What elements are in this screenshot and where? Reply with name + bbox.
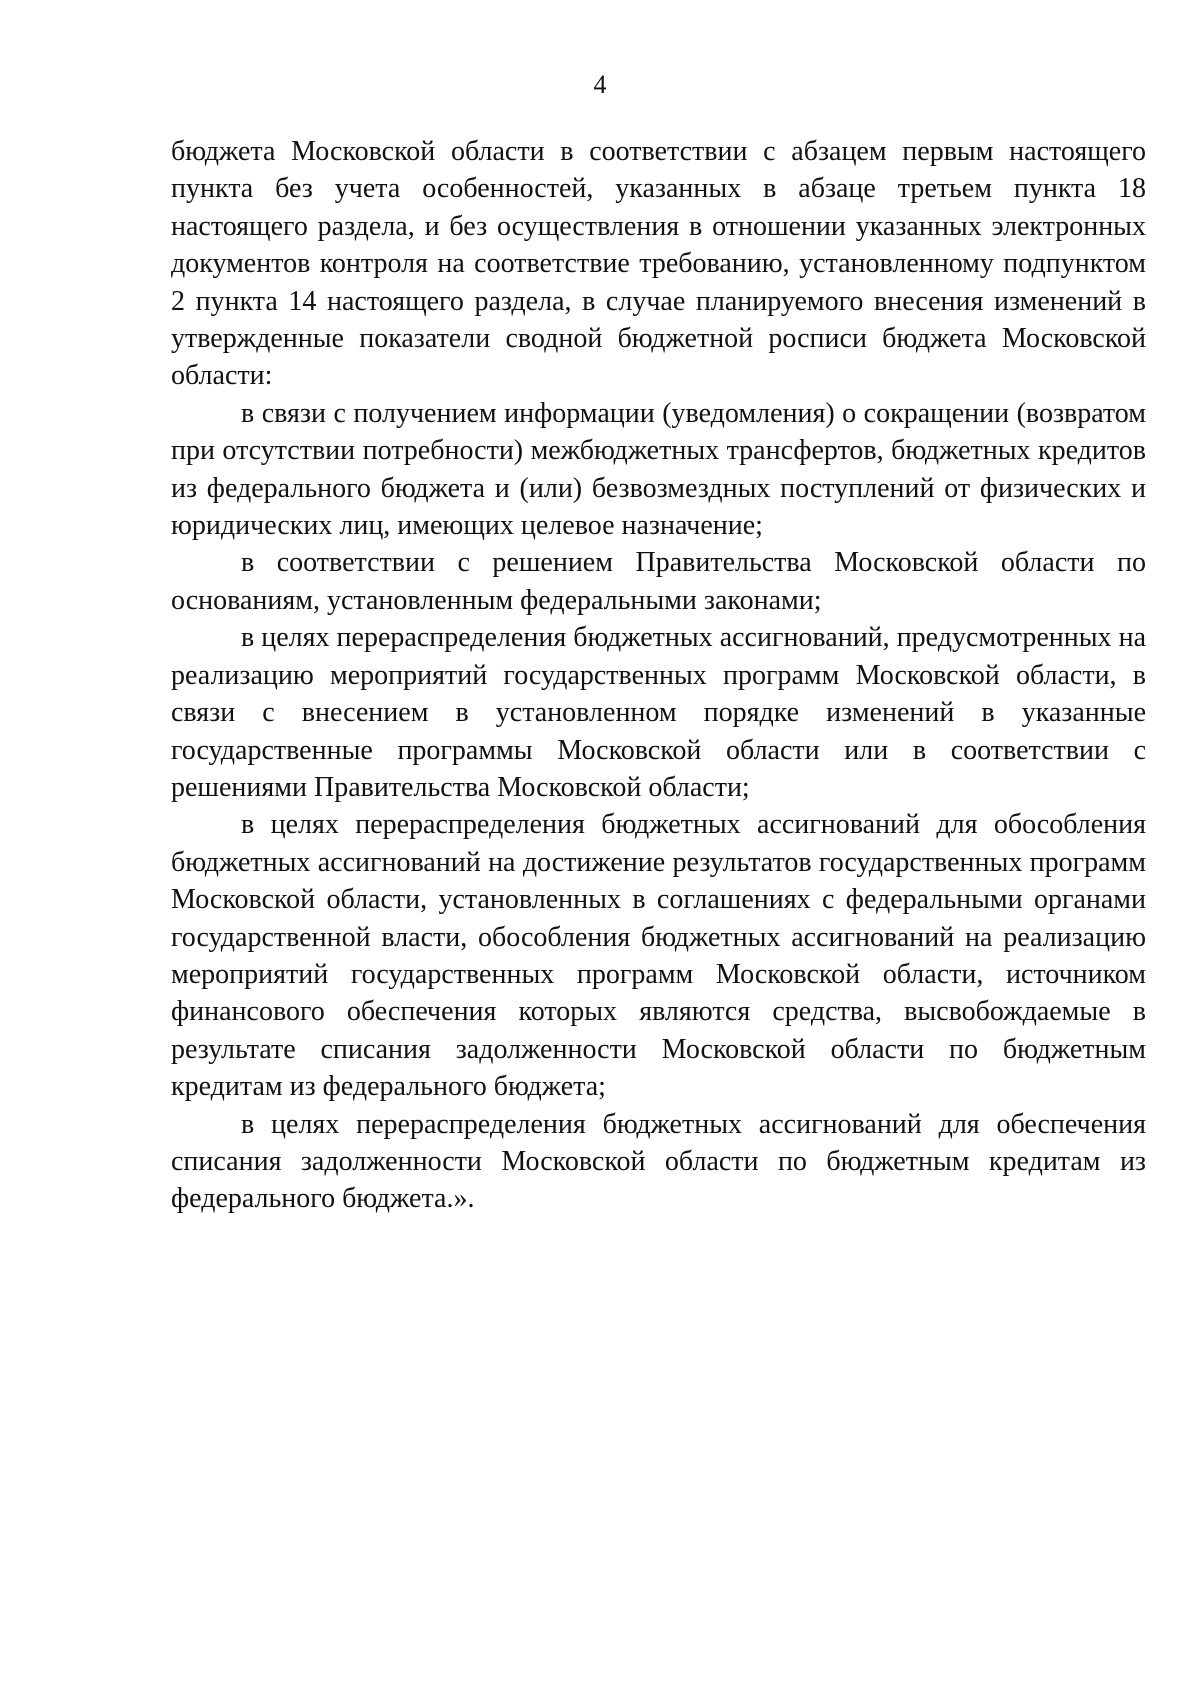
document-body — [171, 133, 1146, 1218]
paragraph-item: в целях перераспределения бюджетных ассигнований для обеспечения списания задолженности Московской области по бюджетным кредитам из федерального бюджета.». — [171, 1108, 1146, 1215]
page-number: 4 — [593, 70, 607, 99]
paragraph-item: в целях перераспределения бюджетных ассигнований для обособления бюджетных ассигнований на достижение результатов государственных программ Московской области, установленных в соглашениях с федеральными органами государственной власти, обособления бюджетных ассигнований на реализацию мероприятий государственных программ Московской области, источником финансового обеспечения которых являются средства, высвобождаемые в результате списания задолженности Московской области по бюджетным кредитам из федерального бюджета; — [171, 809, 1146, 1103]
paragraph-item: в соответствии с решением Правительства Московской области по основаниям, установленным федеральными законами; — [171, 547, 1146, 616]
paragraph-continuation: бюджета Московской области в соответствии с абзацем первым настоящего пункта без учета особенностей, указанных в абзаце третьем пункта 18 настоящего раздела, и без осуществления в отношении указанных электронных документов контроля на соответствие требованию, установленному подпунктом 2 пункта 14 настоящего раздела, в случае планируемого внесения изменений в утвержденные показатели сводной бюджетной росписи бюджета Московской области: — [171, 136, 1146, 392]
paragraph-item: в целях перераспределения бюджетных ассигнований, предусмотренных на реализацию мероприятий государственных программ Московской области, в связи с внесением в установленном порядке изменений в указанные государственные программы Московской области или в соответствии с решениями Правительства Московской области; — [171, 622, 1146, 803]
paragraph-item: в связи с получением информации (уведомления) о сокращении (возвратом при отсутствии потребности) межбюджетных трансфертов, бюджетных кредитов из федерального бюджета и (или) безвозмездных поступлений от физических и юридических лиц, имеющих целевое назначение; — [171, 397, 1146, 542]
